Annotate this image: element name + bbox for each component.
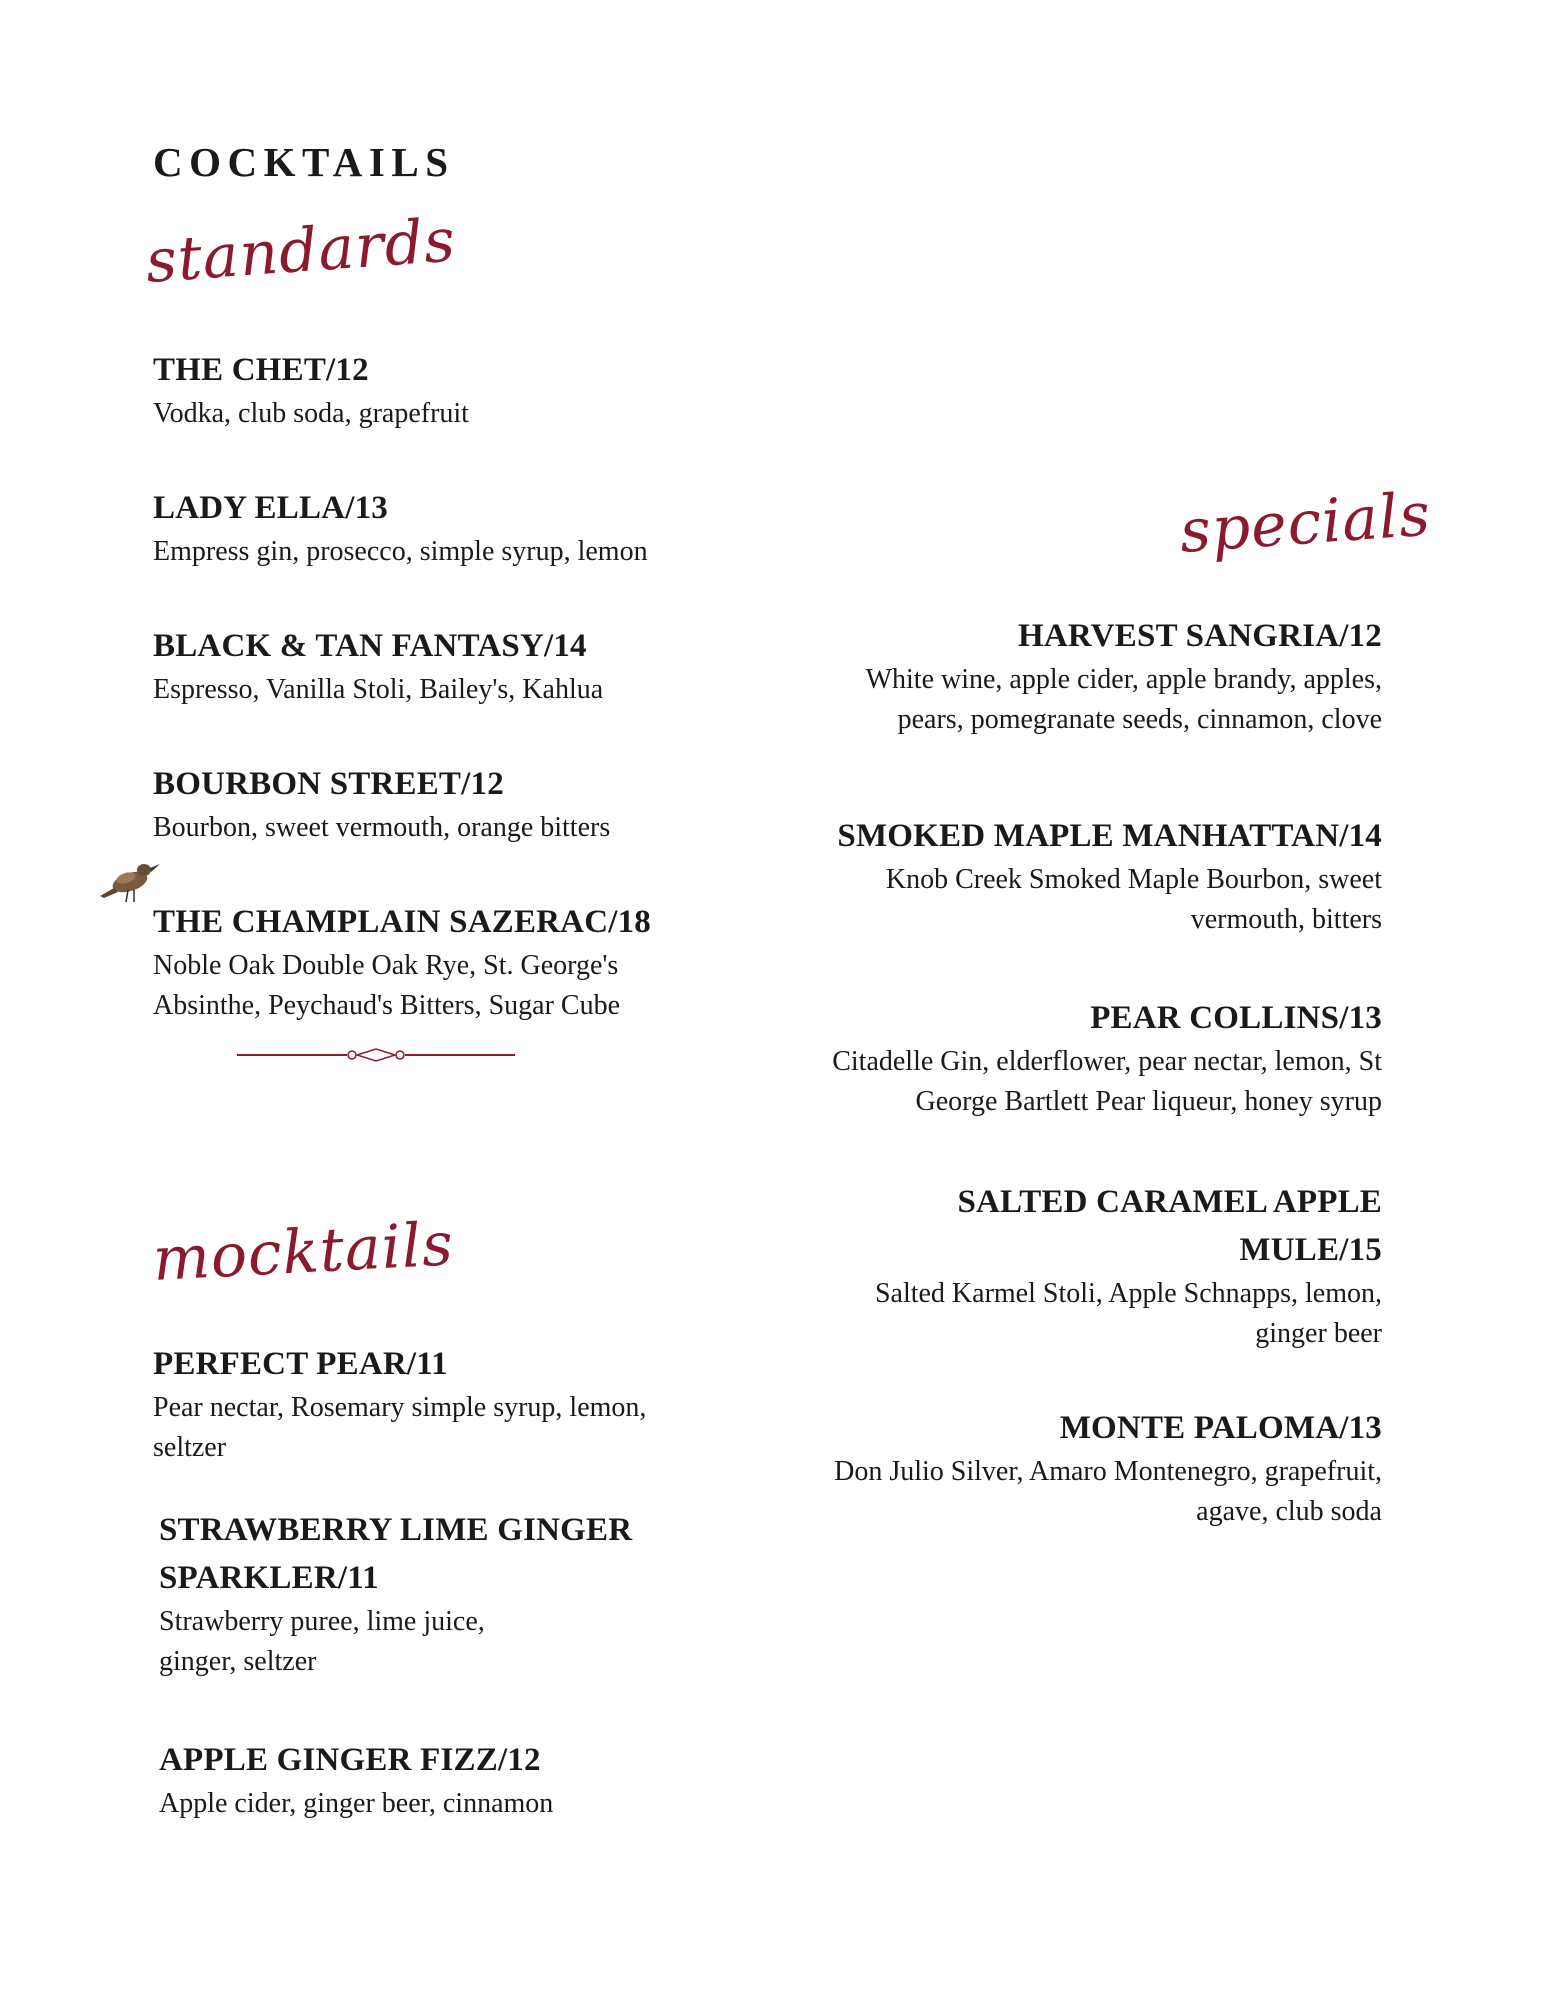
item-description: Knob Creek Smoked Maple Bourbon, sweet — [885, 864, 1382, 895]
menu-item — [153, 484, 713, 572]
item-name: PERFECT PEAR/11 — [153, 1346, 448, 1382]
menu-item — [742, 1178, 1382, 1354]
item-description: Empress gin, prosecco, simple syrup, lemon — [153, 536, 648, 567]
item-description: Apple cider, ginger beer, cinnamon — [159, 1788, 554, 1819]
item-description: Bourbon, sweet vermouth, orange bitters — [153, 812, 611, 843]
item-description: pears, pomegranate seeds, cinnamon, clove — [897, 704, 1382, 735]
item-name: SPARKLER/11 — [159, 1560, 379, 1596]
item-description: George Bartlett Pear liqueur, honey syrup — [915, 1086, 1382, 1117]
item-name: SMOKED MAPLE MANHATTAN/14 — [837, 818, 1382, 854]
menu-item — [153, 760, 713, 848]
item-description: seltzer — [153, 1432, 227, 1463]
item-description: Espresso, Vanilla Stoli, Bailey's, Kahlua — [153, 674, 604, 705]
menu-item — [153, 346, 713, 434]
section-heading-specials: specials — [1177, 479, 1434, 567]
item-name: LADY ELLA/13 — [153, 490, 388, 526]
menu-item — [159, 1506, 659, 1682]
item-description: vermouth, bitters — [1190, 904, 1382, 935]
menu-item — [742, 812, 1382, 940]
menu-item — [159, 1736, 659, 1824]
item-description: Salted Karmel Stoli, Apple Schnapps, lemon, — [874, 1278, 1382, 1309]
item-name: APPLE GINGER FIZZ/12 — [159, 1742, 541, 1778]
item-name: THE CHET/12 — [153, 352, 369, 388]
item-description: agave, club soda — [1196, 1496, 1382, 1527]
menu-item — [742, 1404, 1382, 1532]
item-name: MONTE PALOMA/13 — [1059, 1410, 1382, 1446]
item-description: Pear nectar, Rosemary simple syrup, lemon, — [153, 1392, 647, 1423]
item-name: SALTED CARAMEL APPLE — [957, 1184, 1382, 1220]
section-heading-standards: standards — [143, 205, 459, 297]
item-name: THE CHAMPLAIN SAZERAC/18 — [153, 904, 652, 940]
item-description: Citadelle Gin, elderflower, pear nectar, lemon, St — [832, 1046, 1382, 1077]
item-name: MULE/15 — [1239, 1232, 1382, 1268]
item-description: ginger, seltzer — [159, 1646, 317, 1677]
section-heading-mocktails: mocktails — [151, 1209, 456, 1295]
page-title: COCKTAILS — [153, 139, 455, 185]
item-description: ginger beer — [1255, 1318, 1382, 1349]
item-name: BOURBON STREET/12 — [153, 766, 504, 802]
item-description: Noble Oak Double Oak Rye, St. George's — [153, 950, 619, 981]
item-name: HARVEST SANGRIA/12 — [1018, 618, 1382, 654]
item-description: Strawberry puree, lime juice, — [159, 1606, 485, 1637]
menu-item — [153, 1340, 713, 1468]
item-name: STRAWBERRY LIME GINGER — [159, 1512, 633, 1548]
menu-item — [153, 622, 713, 710]
menu-item — [742, 612, 1382, 740]
menu-item — [153, 898, 713, 1026]
item-description: White wine, apple cider, apple brandy, apples, — [865, 664, 1382, 695]
menu-item — [742, 994, 1382, 1122]
ornamental-divider — [237, 1048, 515, 1062]
item-description: Absinthe, Peychaud's Bitters, Sugar Cube — [153, 990, 620, 1021]
item-name: PEAR COLLINS/13 — [1090, 1000, 1382, 1036]
item-description: Vodka, club soda, grapefruit — [153, 398, 469, 429]
item-description: Don Julio Silver, Amaro Montenegro, grapefruit, — [834, 1456, 1382, 1487]
item-name: BLACK & TAN FANTASY/14 — [153, 628, 587, 664]
